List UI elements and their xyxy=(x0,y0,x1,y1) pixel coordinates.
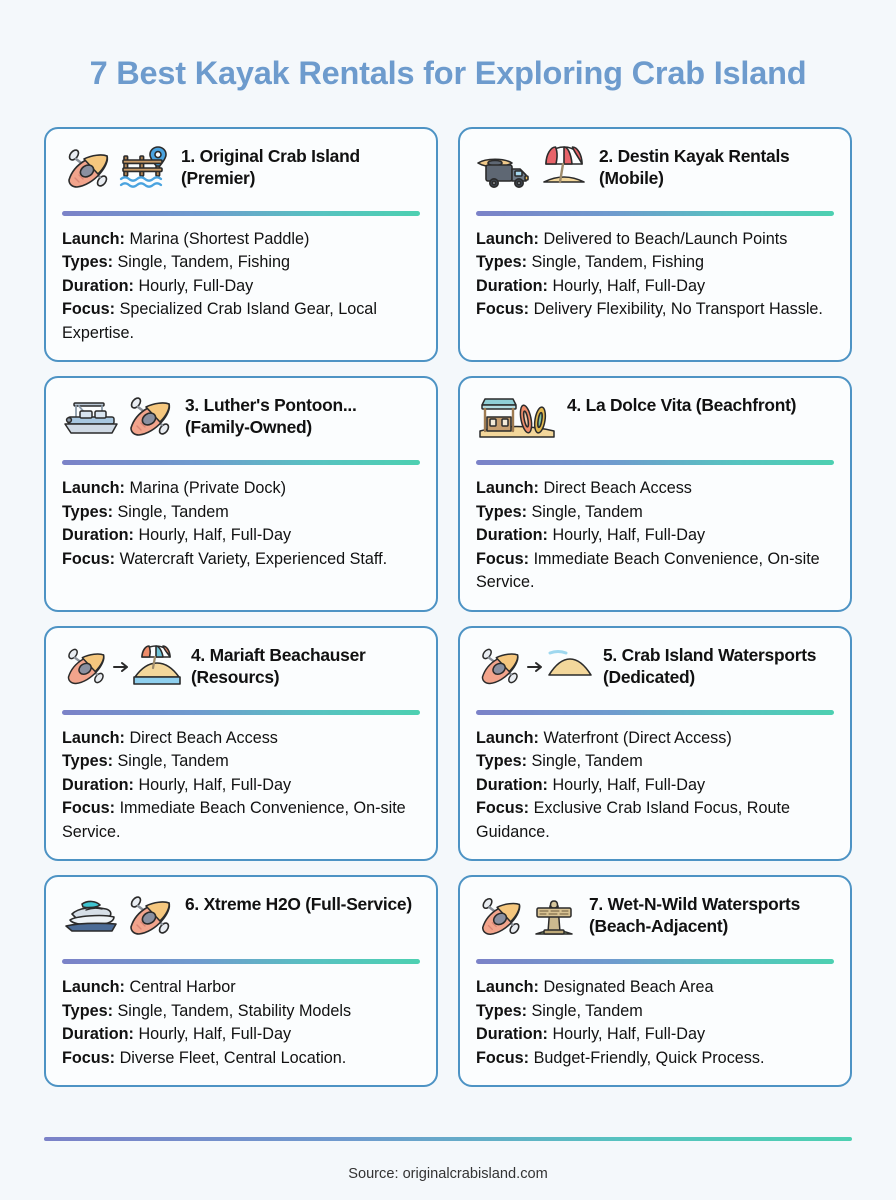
spec-label-types: Types: xyxy=(62,253,113,272)
spec-launch xyxy=(476,228,834,251)
card-title: 7. Wet-N-Wild Watersports (Beach-Adjacent) xyxy=(589,894,800,937)
spec-types xyxy=(62,1000,420,1023)
spec-label-types: Types: xyxy=(476,752,527,771)
spec-label-focus: Focus: xyxy=(62,300,116,319)
card-divider xyxy=(62,460,420,465)
spec-label-duration: Duration: xyxy=(62,1025,134,1044)
spec-label-launch: Launch: xyxy=(62,230,125,248)
spec-value-types: Single, Tandem, Fishing xyxy=(117,253,290,272)
spec-value-types: Single, Tandem xyxy=(531,1001,643,1020)
card-icon-group xyxy=(62,391,176,439)
source-attribution: Source: originalcrabisland.com xyxy=(348,1166,548,1182)
spec-value-focus: Immediate Beach Convenience, On-site Service. xyxy=(476,549,820,592)
beach-island-icon xyxy=(132,643,182,689)
spec-types xyxy=(476,750,834,773)
spec-label-launch: Launch: xyxy=(62,479,125,498)
beach-umbrella-icon xyxy=(538,144,590,192)
card-body xyxy=(62,976,420,1070)
page-title: 7 Best Kayak Rentals for Exploring Crab Island xyxy=(89,55,807,91)
card-body xyxy=(62,727,420,844)
spec-launch xyxy=(476,477,834,500)
spec-label-focus: Focus: xyxy=(476,549,530,568)
card-title: 3. Luther's Pontoon... (Family-Owned) xyxy=(185,395,357,438)
card-header xyxy=(476,890,834,952)
card-body xyxy=(476,477,834,594)
spec-focus xyxy=(476,298,834,321)
card-icon-group xyxy=(62,890,176,938)
card-icon-group xyxy=(476,391,558,441)
rental-card[interactable] xyxy=(458,127,852,362)
spec-value-types: Single, Tandem, Stability Models xyxy=(117,1001,352,1020)
rental-card[interactable] xyxy=(458,626,852,861)
card-header xyxy=(62,391,420,453)
spec-value-focus: Delivery Flexibility, No Transport Hassle. xyxy=(533,300,823,319)
spec-focus xyxy=(476,1047,834,1070)
spec-launch xyxy=(62,228,420,251)
spec-label-types: Types: xyxy=(476,1001,527,1020)
rental-card[interactable] xyxy=(44,626,438,861)
rental-card[interactable] xyxy=(44,875,438,1087)
kayak-truck-icon xyxy=(476,145,536,191)
spec-value-focus: Diverse Fleet, Central Location. xyxy=(119,1048,347,1067)
kayak-icon xyxy=(124,393,176,439)
card-icon-group xyxy=(476,641,594,689)
spec-types xyxy=(62,750,420,773)
card-title: 1. Original Crab Island (Premier) xyxy=(181,146,360,188)
spec-label-launch: Launch: xyxy=(476,479,539,498)
spec-value-focus: Budget-Friendly, Quick Process. xyxy=(533,1048,765,1067)
spec-label-focus: Focus: xyxy=(476,1048,530,1067)
rental-card[interactable] xyxy=(458,376,852,611)
spec-label-focus: Focus: xyxy=(62,1048,116,1067)
card-header xyxy=(476,641,834,703)
kayak-icon xyxy=(62,643,110,689)
spec-value-duration: Hourly, Half, Full-Day xyxy=(552,526,706,545)
spec-label-duration: Duration: xyxy=(62,276,134,295)
dock-pin-icon xyxy=(116,144,172,192)
spec-value-types: Single, Tandem xyxy=(117,502,229,521)
spec-value-duration: Hourly, Half, Full-Day xyxy=(552,276,706,295)
spec-duration xyxy=(476,774,834,797)
card-title: 5. Crab Island Watersports (Dedicated) xyxy=(603,644,817,687)
beach-shop-icon xyxy=(476,393,558,441)
card-title: 2. Destin Kayak Rentals (Mobile) xyxy=(599,146,790,188)
spec-value-duration: Hourly, Half, Full-Day xyxy=(138,1025,292,1044)
spec-value-launch: Direct Beach Access xyxy=(543,479,692,498)
spec-value-launch: Designated Beach Area xyxy=(543,978,714,997)
kayak-icon xyxy=(476,643,524,689)
spec-value-focus: Specialized Crab Island Gear, Local Expertise. xyxy=(62,300,377,342)
card-header xyxy=(62,641,420,703)
spec-duration xyxy=(62,524,420,547)
spec-value-launch: Marina (Shortest Paddle) xyxy=(129,230,310,248)
spec-label-types: Types: xyxy=(62,502,113,521)
spec-label-duration: Duration: xyxy=(62,775,134,794)
spec-value-types: Single, Tandem xyxy=(531,752,643,771)
spec-focus xyxy=(62,548,420,571)
spec-label-duration: Duration: xyxy=(476,1025,548,1044)
card-divider xyxy=(476,211,834,216)
pontoon-boat-icon xyxy=(62,393,122,439)
jetski-icon xyxy=(62,892,122,938)
card-divider xyxy=(62,710,420,715)
spec-value-duration: Hourly, Half, Full-Day xyxy=(552,1025,706,1044)
signpost-monument-icon xyxy=(528,892,580,940)
arrow-right-icon xyxy=(112,643,130,689)
spec-label-duration: Duration: xyxy=(476,526,548,545)
spec-types xyxy=(62,251,420,274)
sandbar-icon xyxy=(546,643,594,689)
card-body xyxy=(476,228,834,322)
spec-value-duration: Hourly, Half, Full-Day xyxy=(138,526,292,545)
card-icon-group xyxy=(476,890,580,940)
spec-types xyxy=(476,251,834,274)
spec-value-types: Single, Tandem, Fishing xyxy=(531,253,704,272)
card-header xyxy=(62,890,420,952)
card-body xyxy=(476,727,834,844)
spec-label-focus: Focus: xyxy=(476,300,530,319)
card-title: 6. Xtreme H2O (Full-Service) xyxy=(185,894,412,915)
spec-label-launch: Launch: xyxy=(62,728,125,747)
card-title: 4. Mariaft Beachauser (Resourcs) xyxy=(191,644,366,687)
card-divider xyxy=(476,710,834,715)
spec-label-launch: Launch: xyxy=(476,728,539,747)
spec-label-types: Types: xyxy=(62,1001,113,1020)
footer-divider xyxy=(44,1137,852,1141)
spec-value-duration: Hourly, Half, Full-Day xyxy=(138,775,292,794)
arrow-right-icon xyxy=(526,643,544,689)
spec-value-types: Single, Tandem xyxy=(117,752,229,771)
spec-label-duration: Duration: xyxy=(476,276,548,295)
card-divider xyxy=(476,959,834,964)
card-header xyxy=(476,142,834,204)
card-icon-group xyxy=(62,641,182,689)
spec-label-duration: Duration: xyxy=(62,526,134,545)
spec-launch xyxy=(62,477,420,500)
spec-focus xyxy=(62,1047,420,1070)
card-header xyxy=(62,142,420,204)
kayak-icon xyxy=(62,145,114,191)
spec-value-duration: Hourly, Half, Full-Day xyxy=(552,775,706,794)
spec-types xyxy=(476,501,834,524)
spec-label-types: Types: xyxy=(476,502,527,521)
spec-launch xyxy=(476,727,834,750)
card-icon-group xyxy=(62,142,172,192)
spec-duration xyxy=(476,275,834,298)
card-body xyxy=(62,477,420,571)
spec-focus xyxy=(62,797,420,844)
spec-value-launch: Direct Beach Access xyxy=(129,728,278,747)
footer xyxy=(44,1137,852,1200)
spec-launch xyxy=(62,976,420,999)
spec-label-types: Types: xyxy=(62,752,113,771)
kayak-icon xyxy=(476,893,526,939)
spec-value-focus: Immediate Beach Convenience, On-site Service. xyxy=(62,799,406,841)
spec-launch xyxy=(476,976,834,999)
spec-label-duration: Duration: xyxy=(476,775,548,794)
rental-card[interactable] xyxy=(44,376,438,611)
spec-focus xyxy=(476,797,834,844)
spec-duration xyxy=(476,1023,834,1046)
spec-value-launch: Central Harbor xyxy=(129,978,236,997)
card-header xyxy=(476,391,834,453)
spec-value-launch: Waterfront (Direct Access) xyxy=(543,728,732,747)
spec-duration xyxy=(62,774,420,797)
rental-card[interactable] xyxy=(44,127,438,362)
spec-value-focus: Watercraft Variety, Experienced Staff. xyxy=(119,549,388,568)
card-icon-group xyxy=(476,142,590,192)
spec-value-types: Single, Tandem xyxy=(531,502,643,521)
card-divider xyxy=(62,959,420,964)
spec-label-focus: Focus: xyxy=(62,799,116,818)
spec-label-types: Types: xyxy=(476,253,527,272)
card-body xyxy=(476,976,834,1070)
spec-label-launch: Launch: xyxy=(476,230,539,248)
spec-label-focus: Focus: xyxy=(476,799,530,818)
spec-value-duration: Hourly, Full-Day xyxy=(138,276,254,295)
spec-duration xyxy=(62,275,420,298)
spec-focus xyxy=(62,298,420,345)
spec-duration xyxy=(476,524,834,547)
spec-value-launch: Marina (Private Dock) xyxy=(129,479,286,498)
spec-focus xyxy=(476,548,834,595)
spec-label-launch: Launch: xyxy=(476,978,539,997)
spec-launch xyxy=(62,727,420,750)
rental-card-grid xyxy=(44,127,852,1087)
spec-types xyxy=(476,1000,834,1023)
rental-card[interactable] xyxy=(458,875,852,1087)
spec-label-focus: Focus: xyxy=(62,549,116,568)
card-body xyxy=(62,228,420,345)
spec-duration xyxy=(62,1023,420,1046)
card-divider xyxy=(62,211,420,216)
spec-value-focus: Exclusive Crab Island Focus, Route Guidance. xyxy=(476,799,790,841)
spec-value-launch: Delivered to Beach/Launch Points xyxy=(543,230,788,248)
card-divider xyxy=(476,460,834,465)
kayak-icon xyxy=(124,892,176,938)
card-title: 4. La Dolce Vita (Beachfront) xyxy=(567,395,797,416)
spec-types xyxy=(62,501,420,524)
spec-label-launch: Launch: xyxy=(62,978,125,997)
